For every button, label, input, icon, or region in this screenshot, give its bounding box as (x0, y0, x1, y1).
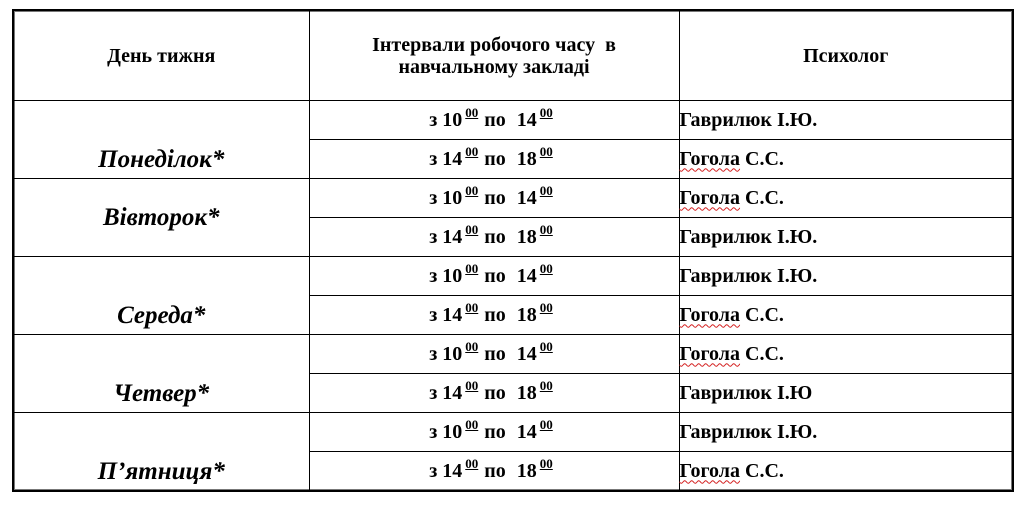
time-interval (309, 101, 679, 140)
from-hour: 14 (442, 303, 463, 326)
time-interval (309, 296, 679, 335)
day-name: Вівторок* (13, 179, 309, 257)
from-minutes: 00 (465, 182, 479, 198)
psychologist-surname: Гаврилюк (679, 225, 772, 248)
psychologist-name (679, 218, 1013, 257)
psychologist-name (679, 101, 1013, 140)
psychologist-surname: Гогола (679, 303, 741, 326)
psychologist-initials: С.С. (745, 147, 784, 170)
to-label: по (484, 108, 506, 131)
from-hour: 10 (442, 264, 463, 287)
time-interval (309, 413, 679, 452)
header-psychologist: Психолог (679, 10, 1013, 101)
to-hour: 18 (516, 459, 537, 482)
time-interval (309, 452, 679, 492)
day-name: Понеділок* (13, 101, 309, 179)
to-hour: 18 (516, 225, 537, 248)
to-hour: 14 (516, 264, 537, 287)
to-label: по (484, 342, 506, 365)
header-interval (309, 10, 679, 101)
from-minutes: 00 (465, 338, 479, 354)
table-row (13, 335, 1013, 374)
time-interval (309, 140, 679, 179)
psychologist-surname: Гогола (679, 186, 741, 209)
time-interval (309, 335, 679, 374)
to-minutes: 00 (539, 221, 553, 237)
to-hour: 14 (516, 342, 537, 365)
psychologist-initials: І.Ю. (776, 264, 818, 287)
to-label: по (484, 459, 506, 482)
psychologist-name (679, 374, 1013, 413)
table-row (13, 179, 1013, 218)
schedule-body (13, 101, 1013, 492)
to-label: по (484, 420, 506, 443)
psychologist-initials: І.Ю. (776, 420, 818, 443)
from-label: з (429, 186, 438, 209)
psychologist-surname: Гогола (679, 342, 741, 365)
to-minutes: 00 (539, 260, 553, 276)
table-row (13, 257, 1013, 296)
header-row (13, 10, 1013, 101)
from-hour: 14 (442, 459, 463, 482)
to-label: по (484, 186, 506, 209)
from-hour: 14 (442, 147, 463, 170)
time-interval (309, 179, 679, 218)
day-name: Четвер* (13, 335, 309, 413)
to-hour: 14 (516, 186, 537, 209)
table-row (13, 101, 1013, 140)
psychologist-initials: І.Ю. (776, 108, 818, 131)
to-minutes: 00 (539, 455, 553, 471)
from-label: з (429, 147, 438, 170)
psychologist-initials: С.С. (745, 186, 784, 209)
from-hour: 10 (442, 108, 463, 131)
to-hour: 18 (516, 147, 537, 170)
to-minutes: 00 (539, 299, 553, 315)
psychologist-name (679, 296, 1013, 335)
from-label: з (429, 225, 438, 248)
from-minutes: 00 (465, 104, 479, 120)
header-interval-line1: Інтервали робочого часу в (372, 33, 616, 56)
psychologist-initials: С.С. (745, 459, 784, 482)
psychologist-surname: Гогола (679, 459, 741, 482)
psychologist-name (679, 413, 1013, 452)
to-label: по (484, 264, 506, 287)
psychologist-name (679, 335, 1013, 374)
psychologist-initials: І.Ю (776, 381, 813, 404)
from-minutes: 00 (465, 416, 479, 432)
from-hour: 14 (442, 225, 463, 248)
to-hour: 18 (516, 381, 537, 404)
psychologist-name (679, 452, 1013, 492)
to-hour: 18 (516, 303, 537, 326)
from-hour: 14 (442, 381, 463, 404)
psychologist-surname: Гогола (679, 147, 741, 170)
from-minutes: 00 (465, 377, 479, 393)
header-day: День тижня (13, 10, 309, 101)
psychologist-name (679, 179, 1013, 218)
to-label: по (484, 225, 506, 248)
from-minutes: 00 (465, 260, 479, 276)
from-hour: 10 (442, 420, 463, 443)
time-interval (309, 218, 679, 257)
from-minutes: 00 (465, 143, 479, 159)
to-minutes: 00 (539, 338, 553, 354)
to-label: по (484, 381, 506, 404)
from-hour: 10 (442, 186, 463, 209)
psychologist-surname: Гаврилюк (679, 420, 772, 443)
schedule-table (12, 9, 1014, 492)
psychologist-initials: С.С. (745, 303, 784, 326)
to-minutes: 00 (539, 416, 553, 432)
from-label: з (429, 108, 438, 131)
psychologist-surname: Гаврилюк (679, 381, 772, 404)
psychologist-name (679, 257, 1013, 296)
psychologist-surname: Гаврилюк (679, 264, 772, 287)
day-name: Середа* (13, 257, 309, 335)
day-name: П’ятниця* (13, 413, 309, 492)
from-minutes: 00 (465, 221, 479, 237)
from-minutes: 00 (465, 299, 479, 315)
psychologist-name (679, 140, 1013, 179)
from-label: з (429, 420, 438, 443)
from-label: з (429, 342, 438, 365)
from-label: з (429, 303, 438, 326)
to-minutes: 00 (539, 143, 553, 159)
psychologist-initials: І.Ю. (776, 225, 818, 248)
to-minutes: 00 (539, 104, 553, 120)
from-label: з (429, 381, 438, 404)
time-interval (309, 374, 679, 413)
from-label: з (429, 264, 438, 287)
from-hour: 10 (442, 342, 463, 365)
to-label: по (484, 303, 506, 326)
from-label: з (429, 459, 438, 482)
to-hour: 14 (516, 108, 537, 131)
header-interval-line2: навчальному закладі (398, 55, 590, 78)
table-row (13, 413, 1013, 452)
to-minutes: 00 (539, 182, 553, 198)
time-interval (309, 257, 679, 296)
to-hour: 14 (516, 420, 537, 443)
psychologist-initials: С.С. (745, 342, 784, 365)
psychologist-surname: Гаврилюк (679, 108, 772, 131)
to-minutes: 00 (539, 377, 553, 393)
to-label: по (484, 147, 506, 170)
from-minutes: 00 (465, 455, 479, 471)
